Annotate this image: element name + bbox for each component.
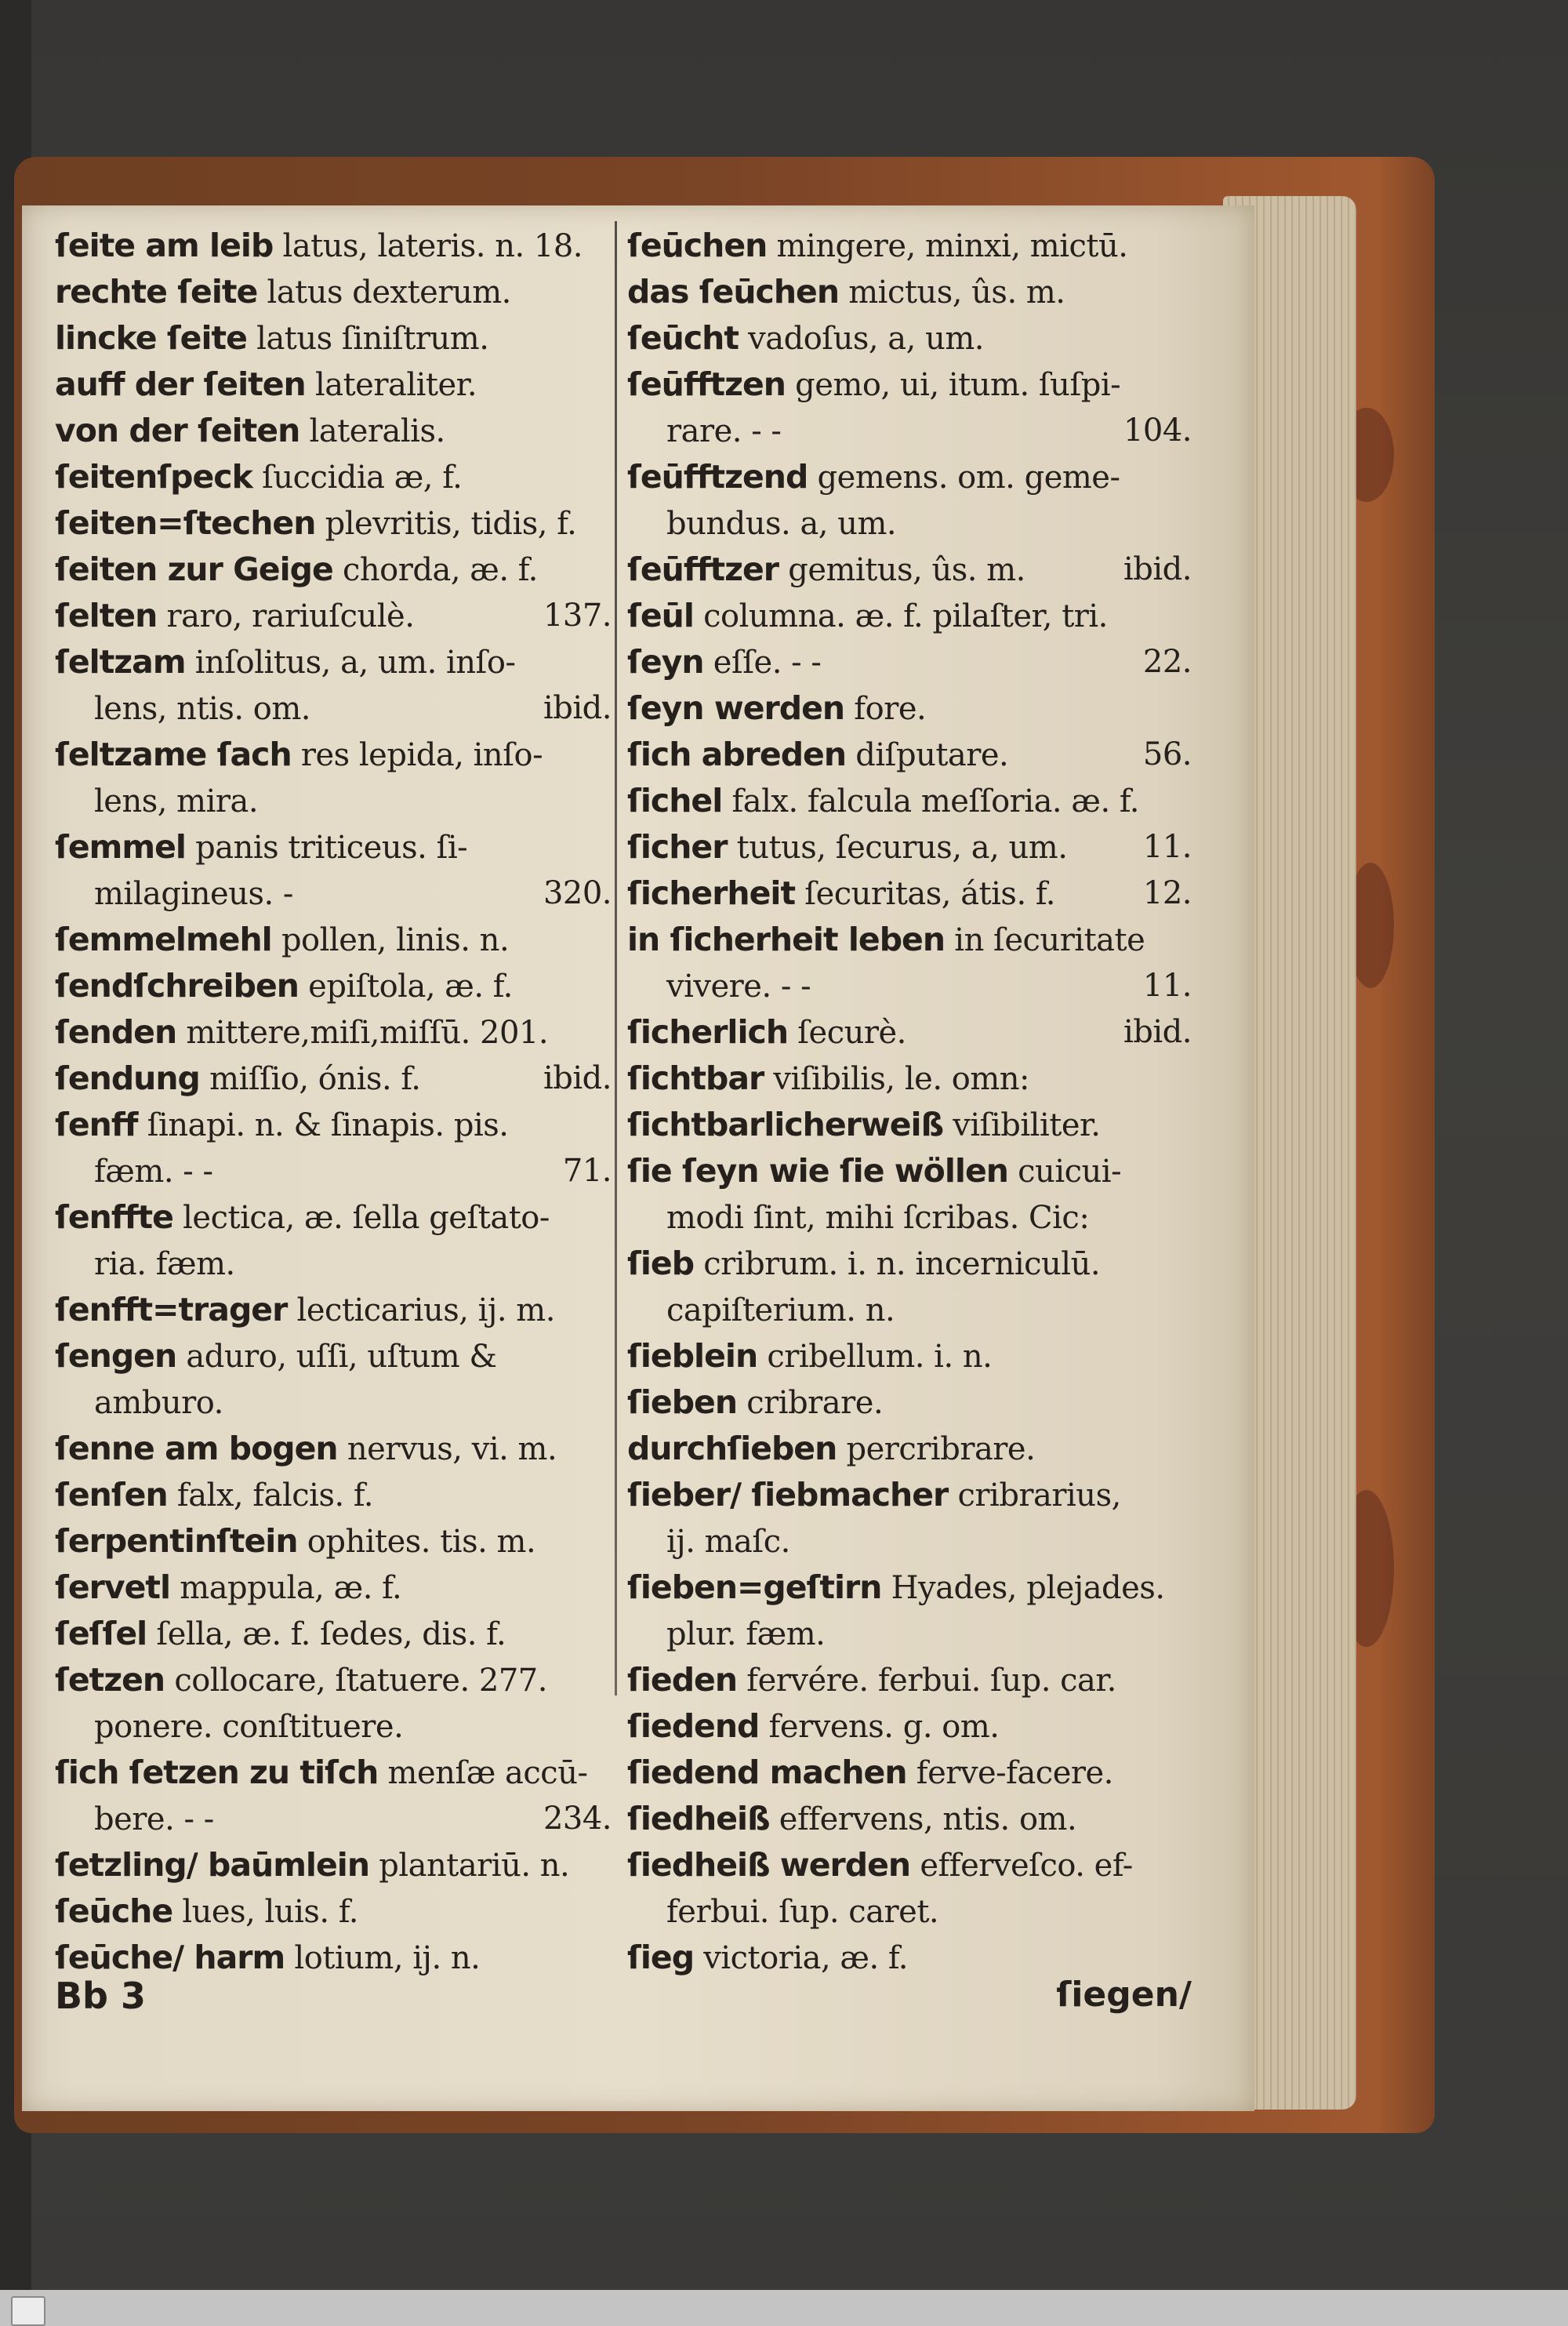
entry-headword: ſenden bbox=[55, 1013, 177, 1051]
dictionary-entry bbox=[627, 732, 1192, 778]
entry-reference: 71. bbox=[562, 1153, 612, 1189]
entry-reference: ibid. bbox=[1123, 1014, 1192, 1050]
entry-headword: ſichtbarlicherweiß bbox=[627, 1106, 944, 1143]
entry-headword: lincke ſeite bbox=[55, 319, 247, 357]
entry-headword: ſervetl bbox=[55, 1568, 171, 1606]
entry-gloss: panis triticeus. ſi- bbox=[185, 830, 468, 866]
entry-headword: ſieden bbox=[627, 1661, 738, 1699]
dictionary-entry bbox=[627, 1102, 1192, 1148]
entry-reference: 137. bbox=[543, 598, 612, 634]
dictionary-entry bbox=[55, 1009, 612, 1056]
entry-gloss: mingere, minxi, mictū. bbox=[767, 228, 1128, 264]
entry-gloss: cuicui- bbox=[1007, 1154, 1122, 1190]
dictionary-entry bbox=[627, 1518, 1192, 1565]
dictionary-entry bbox=[627, 1750, 1192, 1796]
entry-headword: ſeitenſpeck bbox=[55, 458, 252, 496]
entry-gloss: eſſe. - - bbox=[703, 645, 822, 681]
dictionary-entry bbox=[627, 1009, 1192, 1056]
entry-gloss: cribrum. i. n. incerniculū. bbox=[694, 1246, 1101, 1282]
entry-headword: ſendſchreiben bbox=[55, 967, 299, 1005]
entry-gloss: fore. bbox=[844, 691, 927, 727]
entry-gloss: bundus. a, um. bbox=[666, 506, 897, 542]
entry-reference: 56. bbox=[1142, 736, 1192, 772]
entry-gloss: vadoſus, a, um. bbox=[738, 321, 984, 357]
entry-gloss: ria. fæm. bbox=[94, 1246, 235, 1282]
dictionary-entry bbox=[627, 917, 1192, 963]
entry-gloss: pollen, linis. n. bbox=[271, 922, 510, 958]
dictionary-entry bbox=[627, 1796, 1192, 1842]
entry-gloss: ſinapi. n. & ſinapis. pis. bbox=[137, 1107, 509, 1143]
dictionary-entry bbox=[627, 639, 1192, 685]
entry-gloss: lens, mira. bbox=[94, 783, 259, 820]
entry-gloss: mittere,miſi,miſſū. 201. bbox=[176, 1015, 549, 1051]
entry-gloss: diſputare. bbox=[846, 737, 1009, 773]
dictionary-entry bbox=[55, 1241, 612, 1287]
entry-headword: ſiedend machen bbox=[627, 1754, 907, 1791]
entry-headword: ſeiten=ſtechen bbox=[55, 504, 316, 542]
dictionary-entry bbox=[627, 223, 1192, 269]
entry-gloss: fæm. - - bbox=[94, 1154, 213, 1190]
entry-headword: ſeūcht bbox=[627, 319, 739, 357]
entry-headword: ſetzen bbox=[55, 1661, 165, 1699]
entry-headword: ſeſſel bbox=[55, 1615, 147, 1652]
entry-gloss: latus, lateris. n. 18. bbox=[273, 228, 583, 264]
dictionary-entry bbox=[627, 1241, 1192, 1287]
entry-headword: ſieblein bbox=[627, 1337, 758, 1375]
entry-headword: ſicherlich bbox=[627, 1013, 789, 1051]
dictionary-entry bbox=[55, 1796, 612, 1842]
entry-gloss: in ſecuritate bbox=[945, 922, 1145, 958]
entry-gloss: victoria, æ. f. bbox=[694, 1940, 909, 1976]
entry-gloss: percribrare. bbox=[837, 1431, 1036, 1467]
dictionary-entry bbox=[627, 1888, 1192, 1935]
dictionary-entry bbox=[55, 1056, 612, 1102]
dictionary-entry bbox=[627, 824, 1192, 870]
dictionary-entry bbox=[55, 408, 612, 454]
dictionary-entry bbox=[55, 223, 612, 269]
entry-gloss: plantariū. n. bbox=[369, 1848, 570, 1884]
entry-reference: 12. bbox=[1142, 875, 1192, 911]
dictionary-entry bbox=[55, 1888, 612, 1935]
dictionary-entry bbox=[627, 685, 1192, 732]
dictionary-entry bbox=[627, 1472, 1192, 1518]
entry-headword: durchſieben bbox=[627, 1430, 837, 1467]
dictionary-entry bbox=[55, 500, 612, 547]
entry-headword: ſeiten zur Geige bbox=[55, 551, 333, 588]
dictionary-entry bbox=[55, 1657, 612, 1703]
entry-headword: das ſeūchen bbox=[627, 273, 840, 311]
entry-gloss: mictus, ûs. m. bbox=[839, 274, 1065, 311]
entry-gloss: ponere. conſtituere. bbox=[94, 1709, 404, 1745]
dictionary-entry bbox=[55, 1472, 612, 1518]
entry-headword: ſenff bbox=[55, 1106, 138, 1143]
entry-headword: von der ſeiten bbox=[55, 412, 300, 449]
entry-gloss: gemo, ui, itum. ſuſpi- bbox=[785, 367, 1121, 403]
entry-gloss: effervens, ntis. om. bbox=[769, 1801, 1077, 1837]
dictionary-entry bbox=[55, 1333, 612, 1379]
dictionary-entry bbox=[55, 1379, 612, 1426]
entry-gloss: plevritis, tidis, f. bbox=[315, 506, 577, 542]
dictionary-entry bbox=[55, 1842, 612, 1888]
entry-gloss: ophites. tis. m. bbox=[297, 1524, 536, 1560]
dictionary-entry bbox=[55, 362, 612, 408]
entry-gloss: Hyades, plejades. bbox=[881, 1570, 1165, 1606]
entry-gloss: latus ſiniſtrum. bbox=[246, 321, 489, 357]
dictionary-entry bbox=[55, 1750, 612, 1796]
dictionary-entry bbox=[55, 1565, 612, 1611]
dictionary-entry bbox=[627, 593, 1192, 639]
dictionary-entry bbox=[627, 1333, 1192, 1379]
entry-gloss: fervére. ferbui. ſup. car. bbox=[737, 1663, 1116, 1699]
dictionary-entry bbox=[627, 408, 1192, 454]
entry-headword: in ſicherheit leben bbox=[627, 921, 946, 958]
entry-gloss: latus dexterum. bbox=[257, 274, 511, 311]
entry-headword: ſeūfftzer bbox=[627, 551, 779, 588]
entry-headword: ſiedend bbox=[627, 1707, 760, 1745]
dictionary-entry bbox=[627, 963, 1192, 1009]
entry-gloss: ferbui. ſup. caret. bbox=[666, 1894, 939, 1930]
entry-gloss: columna. æ. f. pilaſter, tri. bbox=[693, 598, 1108, 634]
entry-headword: ſeltzame ſach bbox=[55, 736, 292, 773]
entry-headword: ſieb bbox=[627, 1245, 695, 1282]
entry-gloss: cribrarius, bbox=[948, 1477, 1121, 1514]
dictionary-entry bbox=[627, 269, 1192, 315]
entry-headword: ſichtbar bbox=[627, 1059, 764, 1097]
entry-headword: rechte ſeite bbox=[55, 273, 258, 311]
dictionary-entry bbox=[55, 547, 612, 593]
entry-gloss: lotium, ij. n. bbox=[285, 1940, 481, 1976]
entry-gloss: ſecurè. bbox=[788, 1015, 906, 1051]
entry-reference: 11. bbox=[1142, 968, 1192, 1004]
entry-headword: ſeūfftzen bbox=[627, 365, 786, 403]
dictionary-entry bbox=[627, 1842, 1192, 1888]
dictionary-entry bbox=[55, 778, 612, 824]
dictionary-entry bbox=[627, 1703, 1192, 1750]
entry-gloss: falx, falcis. f. bbox=[167, 1477, 374, 1514]
entry-gloss: chorda, æ. f. bbox=[332, 552, 538, 588]
entry-headword: ſenfft=trager bbox=[55, 1291, 288, 1328]
dictionary-entry bbox=[627, 1287, 1192, 1333]
entry-gloss: capiſterium. n. bbox=[666, 1292, 895, 1328]
entry-gloss: mappula, æ. f. bbox=[170, 1570, 402, 1606]
dictionary-entry bbox=[55, 1287, 612, 1333]
entry-gloss: ij. maſc. bbox=[666, 1524, 790, 1560]
entry-gloss: lecticarius, ij. m. bbox=[287, 1292, 555, 1328]
entry-gloss: modi ſint, mihi ſcribas. Cic: bbox=[666, 1200, 1090, 1236]
dictionary-entry bbox=[627, 500, 1192, 547]
entry-headword: ſieber/ ſiebmacher bbox=[627, 1476, 949, 1514]
entry-headword: ſich ſetzen zu tiſch bbox=[55, 1754, 379, 1791]
dictionary-entry bbox=[55, 454, 612, 500]
dictionary-entry bbox=[55, 1611, 612, 1657]
entry-reference: 11. bbox=[1142, 829, 1192, 865]
entry-headword: ſicher bbox=[627, 828, 728, 866]
entry-headword: ſeite am leib bbox=[55, 227, 274, 264]
entry-gloss: lateraliter. bbox=[305, 367, 477, 403]
entry-reference: 104. bbox=[1123, 413, 1192, 449]
entry-headword: ſieben=geſtirn bbox=[627, 1568, 882, 1606]
entry-headword: ſetzling/ baūmlein bbox=[55, 1846, 370, 1884]
entry-headword: ſiedheiß werden bbox=[627, 1846, 911, 1884]
entry-gloss: menſæ accū- bbox=[378, 1755, 588, 1791]
dictionary-entry bbox=[627, 1426, 1192, 1472]
entry-gloss: falx. falcula meſſoria. æ. f. bbox=[722, 783, 1139, 820]
entry-gloss: gemitus, ûs. m. bbox=[779, 552, 1025, 588]
dictionary-entry bbox=[627, 778, 1192, 824]
dictionary-entry bbox=[627, 1148, 1192, 1194]
signature-mark: Bb 3 bbox=[55, 1975, 147, 2017]
dictionary-entry bbox=[55, 1426, 612, 1472]
entry-gloss: nervus, vi. m. bbox=[337, 1431, 557, 1467]
dictionary-entry bbox=[627, 1657, 1192, 1703]
entry-headword: ſieg bbox=[627, 1939, 695, 1976]
entry-gloss: epiſtola, æ. f. bbox=[298, 969, 513, 1005]
entry-gloss: ſuccidia æ, f. bbox=[252, 460, 463, 496]
dictionary-entry bbox=[627, 362, 1192, 408]
entry-headword: ſieben bbox=[627, 1383, 738, 1421]
entry-gloss: viſibilis, le. omn: bbox=[764, 1061, 1030, 1097]
dictionary-entry bbox=[627, 547, 1192, 593]
catchword: ſiegen/ bbox=[1056, 1975, 1192, 2015]
entry-headword: ſicherheit bbox=[627, 874, 796, 912]
entry-headword: ſerpentinſtein bbox=[55, 1522, 298, 1560]
entry-headword: ſichel bbox=[627, 782, 723, 820]
entry-headword: ſemmel bbox=[55, 828, 186, 866]
entry-gloss: viſibiliter. bbox=[943, 1107, 1101, 1143]
dictionary-entry bbox=[627, 1194, 1192, 1241]
entry-gloss: gemens. om. geme- bbox=[808, 460, 1120, 496]
entry-headword: ſemmelmehl bbox=[55, 921, 272, 958]
dictionary-entry bbox=[627, 454, 1192, 500]
dictionary-entry bbox=[55, 870, 612, 917]
entry-headword: ſiedheiß bbox=[627, 1800, 770, 1837]
entry-gloss: collocare, ſtatuere. 277. bbox=[165, 1663, 547, 1699]
entry-gloss: cribrare. bbox=[737, 1385, 884, 1421]
entry-gloss: aduro, uſſi, uſtum & bbox=[176, 1339, 497, 1375]
entry-gloss: vivere. - - bbox=[666, 969, 811, 1005]
entry-gloss: lectica, æ. ſella geſtato- bbox=[172, 1200, 550, 1236]
dictionary-entry bbox=[627, 1379, 1192, 1426]
page-footer bbox=[55, 1975, 1192, 2031]
entry-gloss: lues, luis. f. bbox=[172, 1894, 358, 1930]
entry-headword: ſeūchen bbox=[627, 227, 768, 264]
dictionary-entry bbox=[627, 1565, 1192, 1611]
entry-headword: ſich abreden bbox=[627, 736, 847, 773]
entry-gloss: res lepida, inſo- bbox=[291, 737, 543, 773]
dictionary-entry bbox=[55, 1148, 612, 1194]
entry-reference: 22. bbox=[1142, 644, 1192, 680]
entry-gloss: bere. - - bbox=[94, 1801, 214, 1837]
entry-headword: ſengen bbox=[55, 1337, 177, 1375]
entry-headword: ſenffte bbox=[55, 1198, 173, 1236]
dictionary-entry bbox=[55, 963, 612, 1009]
library-logo-icon bbox=[11, 2296, 45, 2326]
entry-headword: ſendung bbox=[55, 1059, 200, 1097]
entry-gloss: raro, rariuſculè. bbox=[157, 598, 415, 634]
entry-gloss: fervens. g. om. bbox=[759, 1709, 1000, 1745]
dictionary-entry bbox=[627, 870, 1192, 917]
entry-gloss: plur. fæm. bbox=[666, 1616, 826, 1652]
dictionary-entry bbox=[55, 732, 612, 778]
dictionary-entry bbox=[55, 269, 612, 315]
dictionary-entry bbox=[55, 917, 612, 963]
entry-gloss: ſecuritas, átis. f. bbox=[795, 876, 1055, 912]
entry-reference: 234. bbox=[543, 1801, 612, 1837]
entry-gloss: lens, ntis. om. bbox=[94, 691, 310, 727]
entry-gloss: ſella, æ. f. ſedes, dis. f. bbox=[147, 1616, 506, 1652]
dictionary-entry bbox=[55, 593, 612, 639]
dictionary-entry bbox=[55, 639, 612, 685]
entry-gloss: lateralis. bbox=[299, 413, 445, 449]
dictionary-entry bbox=[55, 315, 612, 362]
dictionary-entry bbox=[627, 315, 1192, 362]
dictionary-entry bbox=[55, 824, 612, 870]
dictionary-entry bbox=[55, 1102, 612, 1148]
dictionary-entry bbox=[55, 1194, 612, 1241]
entry-headword: ſeyn bbox=[627, 643, 704, 681]
entry-reference: ibid. bbox=[543, 1060, 612, 1096]
entry-reference: ibid. bbox=[543, 690, 612, 726]
entry-headword: ſenne am bogen bbox=[55, 1430, 338, 1467]
dictionary-entry bbox=[55, 685, 612, 732]
entry-gloss: tutus, ſecurus, a, um. bbox=[727, 830, 1068, 866]
entry-reference: 320. bbox=[543, 875, 612, 911]
entry-headword: ſeūche bbox=[55, 1892, 173, 1930]
entry-gloss: cribellum. i. n. bbox=[757, 1339, 993, 1375]
left-column bbox=[55, 223, 612, 1981]
entry-gloss: rare. - - bbox=[666, 413, 782, 449]
entry-headword: ſenſen bbox=[55, 1476, 168, 1514]
dictionary-entry bbox=[55, 1703, 612, 1750]
viewer-bottom-bar bbox=[0, 2290, 1568, 2326]
entry-headword: ſeūl bbox=[627, 597, 694, 634]
entry-headword: ſeūfftzend bbox=[627, 458, 808, 496]
entry-headword: ſeyn werden bbox=[627, 689, 845, 727]
entry-headword: auff der ſeiten bbox=[55, 365, 306, 403]
right-column bbox=[627, 223, 1192, 1981]
entry-gloss: milagineus. - bbox=[94, 876, 293, 912]
entry-headword: ſeūche/ harm bbox=[55, 1939, 285, 1976]
dictionary-entry bbox=[627, 1611, 1192, 1657]
entry-headword: ſelten bbox=[55, 597, 158, 634]
entry-gloss: inſolitus, a, um. inſo- bbox=[185, 645, 516, 681]
entry-gloss: amburo. bbox=[94, 1385, 223, 1421]
entry-reference: ibid. bbox=[1123, 551, 1192, 587]
entry-gloss: miſſio, ónis. f. bbox=[199, 1061, 421, 1097]
dictionary-entry bbox=[55, 1518, 612, 1565]
entry-headword: ſie ſeyn wie ſie wöllen bbox=[627, 1152, 1008, 1190]
entry-gloss: efferveſco. ef- bbox=[910, 1848, 1133, 1884]
dictionary-entry bbox=[627, 1056, 1192, 1102]
entry-gloss: ferve-facere. bbox=[906, 1755, 1113, 1791]
entry-headword: ſeltzam bbox=[55, 643, 186, 681]
column-divider bbox=[615, 221, 617, 1695]
